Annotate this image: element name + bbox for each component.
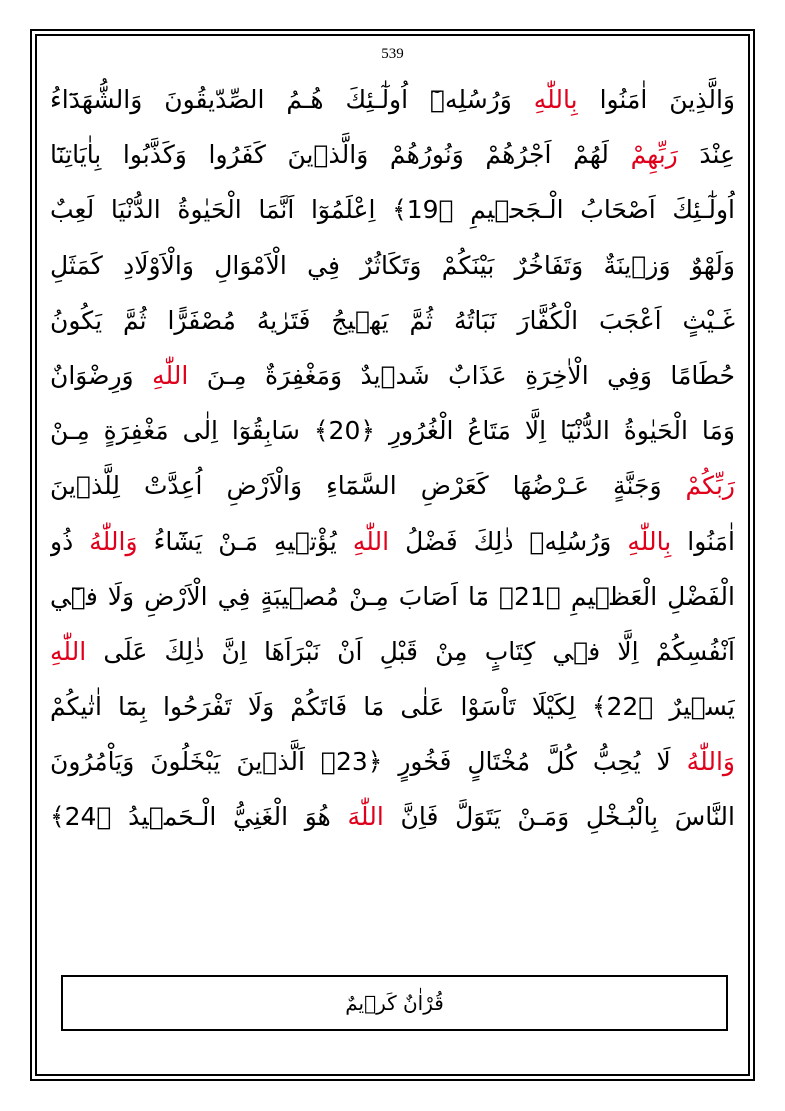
page-number: 539 bbox=[381, 46, 404, 62]
footer-title: قُرْاٰنٌ كَرٖيمٌ bbox=[345, 991, 444, 1015]
verse-line bbox=[50, 348, 735, 403]
verse-line bbox=[50, 679, 735, 734]
divine-name-text: بِاللّٰهِ bbox=[533, 85, 578, 114]
verse-line bbox=[50, 403, 735, 458]
verse-text: وَلَهْوٌ وَزٖينَةٌ وَتَفَاخُرٌ بَيْنَكُمْ وَتَكَاثُرٌ فِي الْاَمْوَالِ وَالْاَوْلَادِ كَمَثَلِ bbox=[50, 250, 735, 280]
verse-text: النَّاسَ بِالْبُـخْلِ وَمَـنْ يَتَوَلَّ فَاِنَّ bbox=[383, 802, 735, 832]
verse-text: حُطَامًا وَفِي الْاٰخِرَةِ عَذَابٌ شَدٖيدٌ وَمَغْفِرَةٌ مِـنَ bbox=[188, 360, 735, 390]
footer-box bbox=[61, 975, 728, 1031]
verse-text: اَنْفُسِكُمْ اِلَّا فٖي كِتَابٍ مِنْ قَبْلِ اَنْ نَبْرَاَهَا اِنَّ ذٰلِكَ عَلَى bbox=[86, 636, 735, 666]
verse-text: عِنْدَ bbox=[677, 140, 735, 170]
verse-line bbox=[50, 789, 735, 844]
verse-line bbox=[50, 734, 735, 789]
verse-line bbox=[50, 127, 735, 182]
verse-line bbox=[50, 238, 735, 293]
quran-text-block bbox=[50, 72, 735, 845]
verse-line bbox=[50, 182, 735, 237]
verse-text: ذُو bbox=[50, 526, 90, 556]
verse-line bbox=[50, 458, 735, 513]
divine-name-text: اللّٰهِ bbox=[152, 360, 189, 390]
verse-text: غَـيْثٍ اَعْجَبَ الْكُفَّارَ نَبَاتُهُ ثُمَّ يَهٖيجُ فَتَرٰيهُ مُصْفَرًّا ثُمَّ يَكُونُ bbox=[50, 305, 735, 335]
verse-line bbox=[50, 569, 735, 624]
verse-text: وَمَا الْحَيٰوةُ الدُّنْيَٓا اِلَّا مَتَاعُ الْغُرُورِ ﴿20﴾ سَابِقُوٓا اِلٰى مَغْفِرَةٍ مِـنْ bbox=[50, 416, 735, 446]
divine-name-text: وَاللّٰهُ bbox=[89, 526, 138, 556]
verse-text: وَجَنَّةٍ عَـرْضُهَا كَعَرْضِ السَّمَٓاءِ وَالْاَرْضِ اُعِدَّتْ لِلَّذٖينَ bbox=[50, 471, 686, 501]
verse-text: اُولٰٓـئِكَ اَصْحَابُ الْـجَحٖيمِ ﴿19﴾ اِعْلَمُوٓا اَنَّمَا الْحَيٰوةُ الدُّنْيَا لَعِبٌ bbox=[50, 195, 735, 225]
divine-name-text: وَاللّٰهُ bbox=[686, 747, 735, 777]
divine-name-text: اللّٰهَ bbox=[347, 802, 384, 832]
verse-text: وَرُسُلِهٖٓ اُولٰٓـئِكَ هُـمُ الصِّدّيقُونَ وَالشُّهَدَٓاءُ bbox=[50, 85, 534, 114]
divine-name-text: اللّٰهِ bbox=[50, 636, 87, 666]
divine-name-text: بِاللّٰهِ bbox=[627, 526, 672, 556]
verse-text: وَالَّذِينَ اٰمَنُوا bbox=[577, 85, 735, 114]
verse-text: يَسٖيرٌ ﴿22﴾ لِكَيْلَا تَاْسَوْا عَلٰى مَا فَاتَكُمْ وَلَا تَفْرَحُوا بِمَٓا اٰتٰيكُمْ bbox=[50, 692, 735, 722]
verse-text: اٰمَنُوا bbox=[671, 526, 735, 556]
verse-text: الْفَضْلِ الْعَظٖيمِ ﴿21﴾ مَٓا اَصَابَ مِـنْ مُصٖيبَةٍ فِي الْاَرْضِ وَلَا فٖٓي bbox=[50, 581, 735, 611]
verse-text: يُؤْتٖيهِ مَـنْ يَشَٓاءُ bbox=[137, 526, 353, 556]
verse-text: وَرُسُلِهٖ ذٰلِكَ فَضْلُ bbox=[389, 526, 628, 556]
verse-line bbox=[50, 624, 735, 679]
divine-name-text: رَبِّكُمْ bbox=[685, 471, 735, 501]
verse-text: هُوَ الْغَنِيُّ الْـحَمٖيدُ ﴿24﴾ bbox=[50, 802, 348, 832]
verse-text: لَهُمْ اَجْرُهُمْ وَنُورُهُمْ وَالَّذٖينَ كَفَرُوا وَكَذَّبُوا بِاٰيَاتِنَٓا bbox=[50, 140, 631, 170]
verse-line bbox=[50, 72, 735, 127]
verse-text: وَرِضْوَانٌ bbox=[50, 360, 153, 390]
verse-line bbox=[50, 514, 735, 569]
divine-name-text: رَبِّهِمْ bbox=[630, 140, 678, 170]
verse-line bbox=[50, 293, 735, 348]
divine-name-text: اللّٰهِ bbox=[352, 526, 390, 556]
verse-text: لَا يُحِبُّ كُلَّ مُخْتَالٍ فَخُورٍ ﴿23﴾ اَلَّذٖينَ يَبْخَلُونَ وَيَاْمُرُونَ bbox=[50, 747, 687, 777]
